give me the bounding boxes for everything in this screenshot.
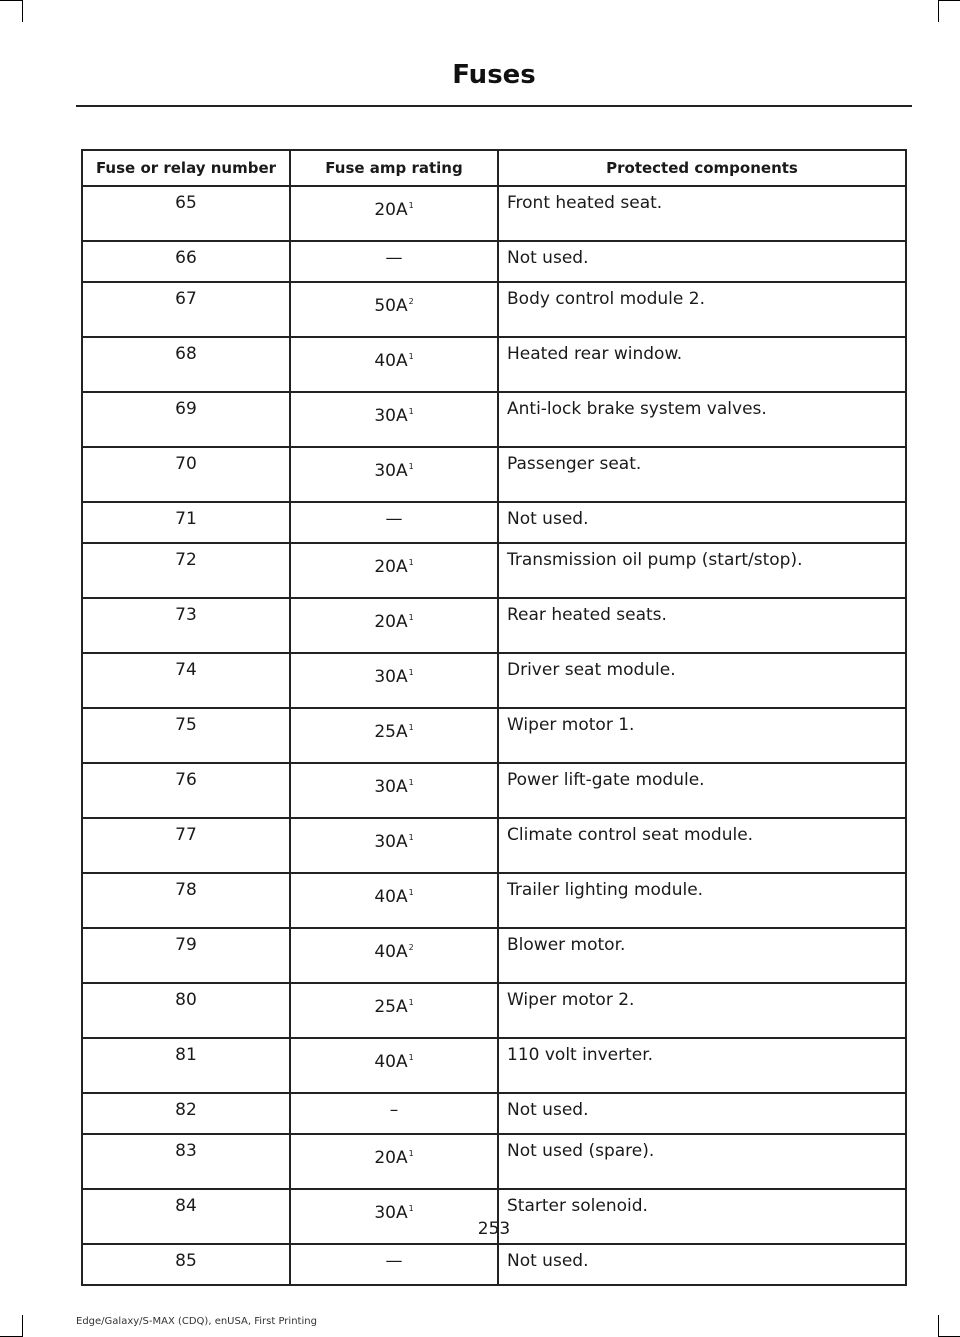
- column-header-amp-rating: Fuse amp rating: [290, 150, 498, 186]
- table-row: [82, 282, 906, 337]
- fuse-number-cell: 77: [82, 818, 290, 873]
- fuse-number-cell: 65: [82, 186, 290, 241]
- protected-component-cell: Not used.: [498, 502, 906, 543]
- fuse-number-cell: 78: [82, 873, 290, 928]
- fuse-number-cell: 80: [82, 983, 290, 1038]
- amp-rating-cell: [290, 502, 498, 543]
- footnote-marker: 1: [408, 462, 414, 471]
- amp-rating-value: 20A: [374, 557, 408, 577]
- crop-mark-top-right: [938, 0, 960, 1]
- amp-rating-value: 30A: [374, 1203, 408, 1223]
- amp-rating-value: —: [385, 248, 403, 268]
- footnote-marker: 1: [408, 407, 414, 416]
- table-row: [82, 447, 906, 502]
- protected-component-cell: Wiper motor 1.: [498, 708, 906, 763]
- table-row: [82, 708, 906, 763]
- protected-component-cell: Not used.: [498, 1093, 906, 1134]
- amp-rating-value: 40A: [374, 351, 408, 371]
- amp-rating-cell: [290, 282, 498, 337]
- table-row: [82, 763, 906, 818]
- page-number: 253: [477, 1219, 511, 1239]
- amp-rating-cell: [290, 447, 498, 502]
- amp-rating-value: 40A: [374, 942, 408, 962]
- fuse-number-cell: 75: [82, 708, 290, 763]
- footnote-marker: 1: [408, 201, 414, 210]
- column-header-fuse-number: Fuse or relay number: [82, 150, 290, 186]
- table-row: [82, 1038, 906, 1093]
- fuse-number-cell: 83: [82, 1134, 290, 1189]
- amp-rating-value: 30A: [374, 832, 408, 852]
- table-row: [82, 1244, 906, 1285]
- amp-rating-value: 25A: [374, 997, 408, 1017]
- footnote-marker: 1: [408, 613, 414, 622]
- amp-rating-value: 30A: [374, 667, 408, 687]
- fuse-number-cell: 71: [82, 502, 290, 543]
- fuse-number-cell: 79: [82, 928, 290, 983]
- amp-rating-value: 50A: [374, 296, 408, 316]
- fuse-number-cell: 67: [82, 282, 290, 337]
- amp-rating-cell: [290, 653, 498, 708]
- table-row: [82, 873, 906, 928]
- protected-component-cell: Passenger seat.: [498, 447, 906, 502]
- table-header-row: [82, 150, 906, 186]
- fuse-number-cell: 76: [82, 763, 290, 818]
- footnote-marker: 1: [408, 558, 414, 567]
- fuse-number-cell: 72: [82, 543, 290, 598]
- table-row: [82, 983, 906, 1038]
- amp-rating-value: 30A: [374, 461, 408, 481]
- protected-component-cell: Transmission oil pump (start/stop).: [498, 543, 906, 598]
- title-divider: [76, 105, 912, 107]
- protected-component-cell: Body control module 2.: [498, 282, 906, 337]
- table-row: [82, 928, 906, 983]
- fuse-number-cell: 66: [82, 241, 290, 282]
- crop-mark-bottom-right-v: [938, 1315, 939, 1337]
- amp-rating-cell: [290, 337, 498, 392]
- table-body: [82, 186, 906, 1285]
- amp-rating-cell: [290, 392, 498, 447]
- protected-component-cell: Starter solenoid.: [498, 1189, 906, 1244]
- fuse-number-cell: 74: [82, 653, 290, 708]
- protected-component-cell: Power lift-gate module.: [498, 763, 906, 818]
- table-row: [82, 392, 906, 447]
- fuse-number-cell: 84: [82, 1189, 290, 1244]
- table-row: [82, 241, 906, 282]
- crop-mark-top-left-v: [22, 0, 23, 22]
- fuse-number-cell: 73: [82, 598, 290, 653]
- amp-rating-cell: [290, 598, 498, 653]
- fuse-number-cell: 82: [82, 1093, 290, 1134]
- amp-rating-value: 40A: [374, 887, 408, 907]
- table-row: [82, 502, 906, 543]
- amp-rating-cell: [290, 1093, 498, 1134]
- protected-component-cell: Not used.: [498, 1244, 906, 1285]
- amp-rating-value: 20A: [374, 612, 408, 632]
- amp-rating-value: 30A: [374, 777, 408, 797]
- protected-component-cell: Trailer lighting module.: [498, 873, 906, 928]
- amp-rating-value: 20A: [374, 200, 408, 220]
- crop-mark-bottom-left-v: [22, 1315, 23, 1337]
- table-row: [82, 337, 906, 392]
- table-row: [82, 598, 906, 653]
- footer-text: Edge/Galaxy/S-MAX (CDQ), enUSA, First Printing: [76, 1316, 317, 1327]
- table-row: [82, 186, 906, 241]
- amp-rating-value: 40A: [374, 1052, 408, 1072]
- footnote-marker: 2: [408, 943, 414, 952]
- protected-component-cell: Heated rear window.: [498, 337, 906, 392]
- amp-rating-cell: [290, 1244, 498, 1285]
- footnote-marker: 1: [408, 1149, 414, 1158]
- amp-rating-value: 20A: [374, 1148, 408, 1168]
- protected-component-cell: Front heated seat.: [498, 186, 906, 241]
- crop-mark-top-right-v: [938, 0, 939, 22]
- amp-rating-cell: [290, 708, 498, 763]
- protected-component-cell: Driver seat module.: [498, 653, 906, 708]
- amp-rating-cell: [290, 928, 498, 983]
- footnote-marker: 1: [408, 833, 414, 842]
- footnote-marker: 1: [408, 352, 414, 361]
- footnote-marker: 1: [408, 723, 414, 732]
- page-title: Fuses: [452, 60, 536, 90]
- protected-component-cell: 110 volt inverter.: [498, 1038, 906, 1093]
- footnote-marker: 2: [408, 297, 414, 306]
- table-row: [82, 1134, 906, 1189]
- table-row: [82, 543, 906, 598]
- table-row: [82, 653, 906, 708]
- amp-rating-cell: [290, 1038, 498, 1093]
- fuse-number-cell: 85: [82, 1244, 290, 1285]
- protected-component-cell: Climate control seat module.: [498, 818, 906, 873]
- footnote-marker: 1: [408, 778, 414, 787]
- amp-rating-cell: [290, 983, 498, 1038]
- protected-component-cell: Anti-lock brake system valves.: [498, 392, 906, 447]
- footnote-marker: 1: [408, 668, 414, 677]
- amp-rating-cell: [290, 873, 498, 928]
- fuse-number-cell: 68: [82, 337, 290, 392]
- protected-component-cell: Blower motor.: [498, 928, 906, 983]
- fuse-number-cell: 69: [82, 392, 290, 447]
- amp-rating-cell: [290, 543, 498, 598]
- footnote-marker: 1: [408, 1053, 414, 1062]
- footnote-marker: 1: [408, 1204, 414, 1213]
- amp-rating-cell: [290, 818, 498, 873]
- table-row: [82, 1093, 906, 1134]
- table-row: [82, 818, 906, 873]
- amp-rating-cell: [290, 763, 498, 818]
- fuse-number-cell: 70: [82, 447, 290, 502]
- protected-component-cell: Not used.: [498, 241, 906, 282]
- footnote-marker: 1: [408, 998, 414, 1007]
- footnote-marker: 1: [408, 888, 414, 897]
- column-header-protected-components: Protected components: [498, 150, 906, 186]
- amp-rating-value: 25A: [374, 722, 408, 742]
- fuse-number-cell: 81: [82, 1038, 290, 1093]
- amp-rating-cell: [290, 186, 498, 241]
- protected-component-cell: Wiper motor 2.: [498, 983, 906, 1038]
- fuse-table: [81, 149, 907, 1286]
- crop-mark-top-left: [0, 0, 22, 1]
- amp-rating-value: —: [385, 1251, 403, 1271]
- protected-component-cell: Not used (spare).: [498, 1134, 906, 1189]
- amp-rating-cell: [290, 1134, 498, 1189]
- protected-component-cell: Rear heated seats.: [498, 598, 906, 653]
- amp-rating-value: 30A: [374, 406, 408, 426]
- amp-rating-value: –: [389, 1100, 399, 1120]
- amp-rating-value: —: [385, 509, 403, 529]
- amp-rating-cell: [290, 241, 498, 282]
